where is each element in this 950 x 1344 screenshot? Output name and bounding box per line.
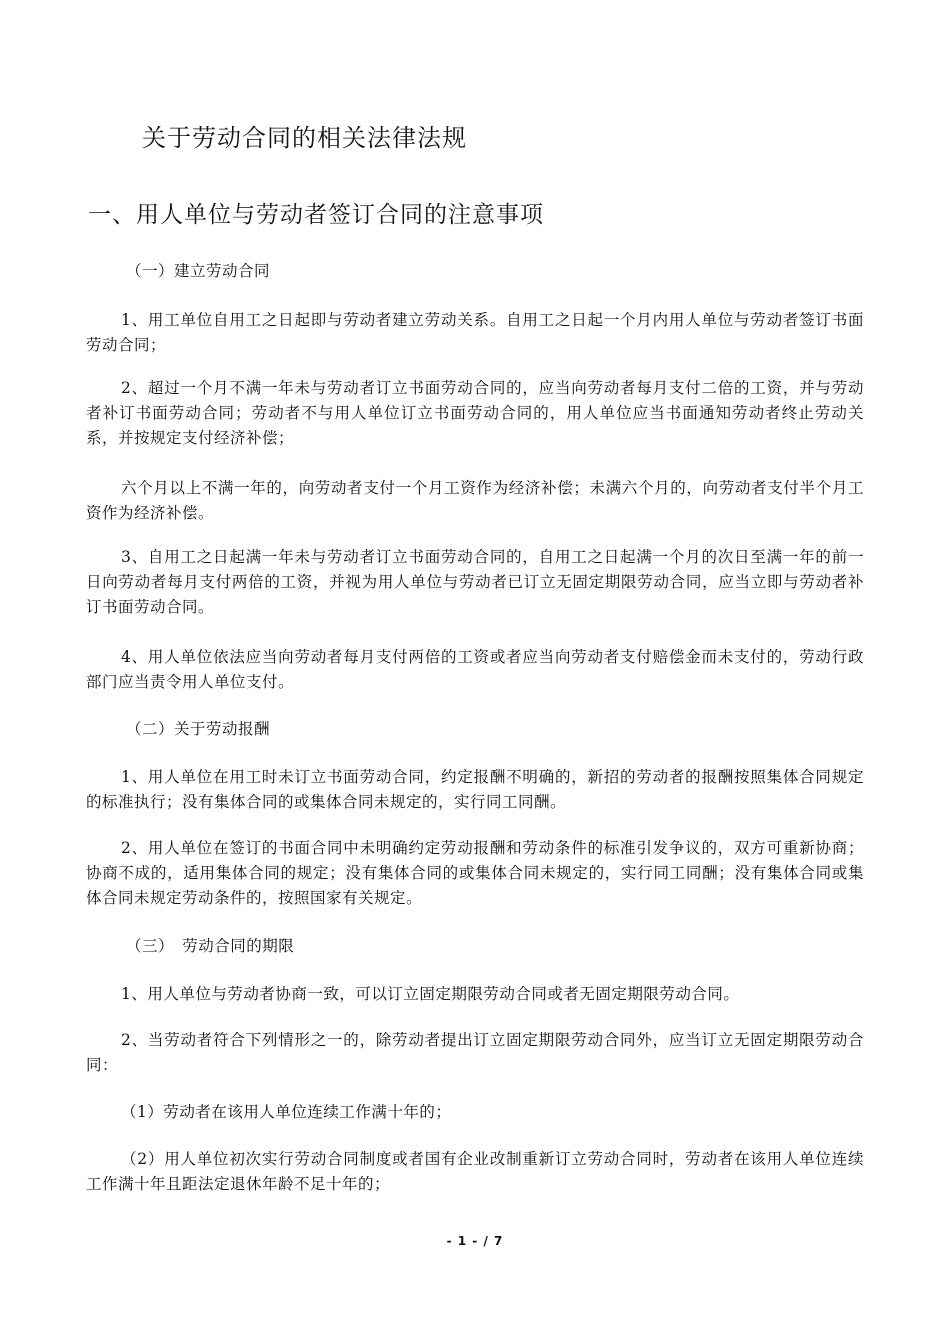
list-item: （2）用人单位初次实行劳动合同制度或者国有企业改制重新订立劳动合同时，劳动者在该用人单位连续工作满十年且距法定退休年龄不足十年的； <box>86 1150 864 1193</box>
page-number: - 1 - / 7 <box>446 1234 504 1248</box>
paragraph: 2、当劳动者符合下列情形之一的，除劳动者提出订立固定期限劳动合同外，应当订立无固定期限劳动合同： <box>86 1031 864 1074</box>
paragraph: 3、自用工之日起满一年未与劳动者订立书面劳动合同的，自用工之日起满一个月的次日至满一年的前一日向劳动者每月支付两倍的工资，并视为用人单位与劳动者已订立无固定期限劳动合同，应当立即与劳动者补订书面劳动合同。 <box>86 548 864 616</box>
list-item: （1）劳动者在该用人单位连续工作满十年的； <box>121 1103 452 1121</box>
paragraph: 1、用人单位与劳动者协商一致，可以订立固定期限劳动合同或者无固定期限劳动合同。 <box>121 985 740 1003</box>
subsection-heading: （三） 劳动合同的期限 <box>126 937 295 955</box>
paragraph: 1、用人单位在用工时未订立书面劳动合同，约定报酬不明确的，新招的劳动者的报酬按照集体合同规定的标准执行；没有集体合同的或集体合同未规定的，实行同工同酬。 <box>86 768 864 811</box>
paragraph: 2、超过一个月不满一年未与劳动者订立书面劳动合同的，应当向劳动者每月支付二倍的工资，并与劳动者补订书面劳动合同；劳动者不与用人单位订立书面劳动合同的，用人单位应当书面通知劳动者终止劳动关系，并按规定支付经济补偿； <box>86 379 864 447</box>
paragraph: 六个月以上不满一年的，向劳动者支付一个月工资作为经济补偿；未满六个月的，向劳动者支付半个月工资作为经济补偿。 <box>86 479 864 522</box>
document-title: 关于劳动合同的相关法律法规 <box>142 124 467 152</box>
paragraph: 2、用人单位在签订的书面合同中未明确约定劳动报酬和劳动条件的标准引发争议的，双方可重新协商；协商不成的，适用集体合同的规定；没有集体合同的或集体合同未规定的，实行同工同酬；没有集体合同或集体合同未规定劳动条件的，按照国家有关规定。 <box>86 839 864 907</box>
paragraph: 4、用人单位依法应当向劳动者每月支付两倍的工资或者应当向劳动者支付赔偿金而未支付的，劳动行政部门应当责令用人单位支付。 <box>86 648 864 691</box>
paragraph: 1、用工单位自用工之日起即与劳动者建立劳动关系。自用工之日起一个月内用人单位与劳动者签订书面劳动合同； <box>86 311 864 354</box>
subsection-heading: （一）建立劳动合同 <box>126 262 271 280</box>
section-heading: 一、用人单位与劳动者签订合同的注意事项 <box>88 202 544 228</box>
subsection-heading: （二）关于劳动报酬 <box>126 720 271 738</box>
